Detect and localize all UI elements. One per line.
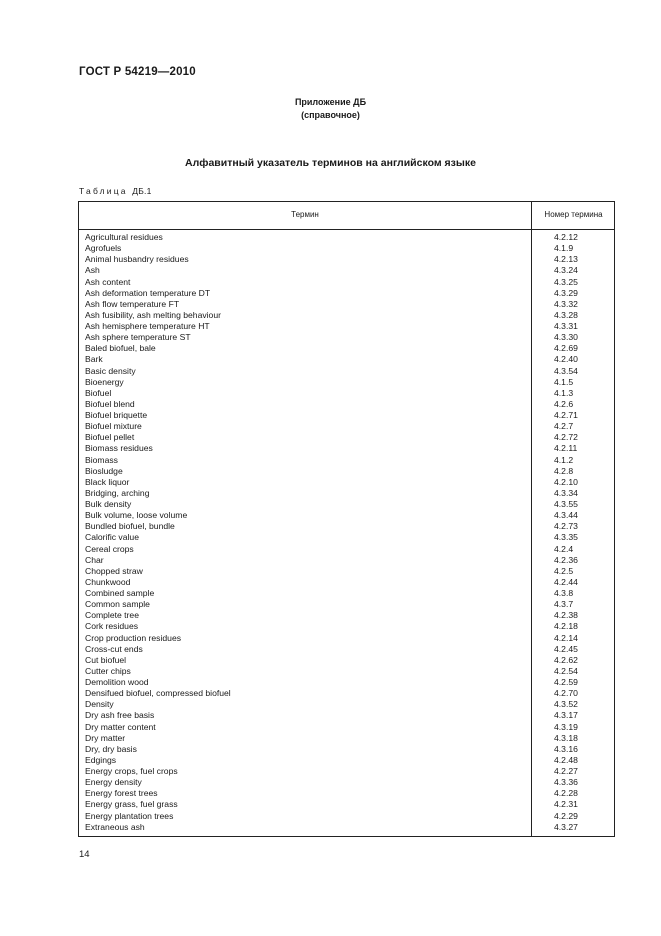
table-row: [79, 299, 614, 310]
term-cell: Ash hemisphere temperature HT: [85, 321, 210, 331]
term-cell: Demolition wood: [85, 677, 149, 687]
table-row: [79, 443, 614, 454]
table-row: [79, 666, 614, 677]
term-cell: Biofuel briquette: [85, 410, 148, 420]
term-number-cell: 4.3.27: [554, 821, 578, 832]
page-number: 14: [79, 849, 90, 860]
term-number-cell: 4.2.13: [554, 254, 578, 265]
table-row: [79, 710, 614, 721]
term-number-cell: 4.2.38: [554, 610, 578, 621]
table-row: [79, 655, 614, 666]
header-number: Номер термина: [544, 210, 603, 219]
term-number-cell: 4.3.17: [554, 710, 578, 721]
table-row: [79, 733, 614, 744]
term-cell: Dry matter: [85, 732, 126, 743]
term-number-cell: 4.2.14: [554, 632, 578, 643]
term-cell: Bridging, arching: [85, 487, 150, 498]
table-row: [79, 254, 614, 265]
term-cell: Crop production residues: [85, 632, 182, 643]
term-cell: Ash deformation temperature DT: [85, 287, 211, 298]
term-cell: Biofuel mixture: [85, 421, 142, 432]
table-row: [79, 421, 614, 432]
table-body: [79, 232, 614, 833]
term-number-cell: 4.2.29: [554, 810, 578, 821]
term-cell: Dry ash free basis: [85, 710, 155, 721]
term-number-cell: 4.2.7: [554, 421, 574, 432]
term-number-cell: 4.3.32: [554, 298, 578, 309]
term-cell: Energy crops, fuel crops: [85, 766, 178, 776]
table-row: [79, 544, 614, 555]
table-row: [79, 699, 614, 710]
term-number-cell: 4.3.28: [554, 309, 578, 320]
term-cell: Bioenergy: [85, 376, 124, 387]
term-cell: Common sample: [85, 599, 150, 610]
table-row: [79, 410, 614, 421]
term-number-cell: 4.3.34: [554, 487, 578, 498]
term-cell: Dry matter content: [85, 721, 156, 732]
table-row: [79, 633, 614, 644]
table-row: [79, 621, 614, 632]
term-cell: Basic density: [85, 365, 136, 376]
term-number-cell: 4.1.5: [554, 376, 574, 387]
term-number-cell: 4.3.31: [554, 321, 578, 331]
table-caption-number: ДБ.1: [132, 186, 152, 196]
term-number-cell: 4.2.72: [554, 432, 578, 443]
term-cell: Ash sphere temperature ST: [85, 332, 191, 343]
table-row: [79, 332, 614, 343]
term-number-cell: 4.2.11: [554, 443, 578, 454]
table-row: [79, 688, 614, 699]
table-row: [79, 466, 614, 477]
term-cell: Cut biofuel: [85, 654, 127, 665]
term-cell: Densifued biofuel, compressed biofuel: [85, 688, 231, 699]
term-number-cell: 4.2.40: [554, 354, 578, 365]
table-row: [79, 399, 614, 410]
term-cell: Energy plantation trees: [85, 810, 174, 821]
standard-code: ГОСТ Р 54219—2010: [79, 66, 196, 78]
term-cell: Biosludge: [85, 465, 123, 476]
table-row: [79, 499, 614, 510]
term-number-cell: 4.2.28: [554, 788, 578, 799]
term-number-cell: 4.3.35: [554, 532, 578, 543]
term-number-cell: 4.2.27: [554, 766, 578, 776]
table-row: [79, 766, 614, 777]
term-number-cell: 4.2.18: [554, 621, 578, 632]
table-row: [79, 354, 614, 365]
header-divider: [79, 229, 614, 230]
appendix-subtitle: (справочное): [301, 110, 360, 120]
table-row: [79, 477, 614, 488]
term-number-cell: 4.1.2: [554, 454, 574, 465]
table-row: [79, 366, 614, 377]
table-row: [79, 321, 614, 332]
term-number-cell: 4.2.62: [554, 654, 578, 665]
term-number-cell: 4.3.52: [554, 699, 578, 710]
table-row: [79, 577, 614, 588]
term-cell: Cereal crops: [85, 543, 134, 554]
term-number-cell: 4.3.30: [554, 332, 578, 343]
table-row: [79, 243, 614, 254]
term-number-cell: 4.2.71: [554, 410, 578, 420]
table-row: [79, 811, 614, 822]
term-number-cell: 4.2.10: [554, 476, 578, 487]
term-cell: Agricultural residues: [85, 232, 163, 242]
term-cell: Biofuel blend: [85, 398, 135, 409]
term-number-cell: 4.3.54: [554, 365, 578, 376]
term-number-cell: 4.2.12: [554, 232, 578, 242]
table-row: [79, 343, 614, 354]
table-caption: [79, 186, 152, 196]
term-cell: Bulk density: [85, 499, 132, 509]
term-number-cell: 4.2.36: [554, 554, 578, 565]
table-row: [79, 532, 614, 543]
term-cell: Bundled biofuel, bundle: [85, 521, 175, 532]
table-row: [79, 265, 614, 276]
term-number-cell: 4.2.54: [554, 665, 578, 676]
term-number-cell: 4.2.48: [554, 754, 578, 765]
term-cell: Energy grass, fuel grass: [85, 799, 178, 810]
term-cell: Ash content: [85, 276, 131, 287]
header-term: Термин: [291, 210, 319, 219]
table-row: [79, 388, 614, 399]
term-cell: Edgings: [85, 754, 117, 765]
index-title: Алфавитный указатель терминов на английском языке: [185, 157, 476, 169]
term-number-cell: 4.3.19: [554, 721, 578, 732]
term-number-cell: 4.3.29: [554, 287, 578, 298]
term-cell: Ash flow temperature FT: [85, 298, 180, 309]
term-cell: Animal husbandry residues: [85, 254, 189, 265]
table-row: [79, 432, 614, 443]
table-row: [79, 488, 614, 499]
term-number-cell: 4.2.8: [554, 465, 574, 476]
table-row: [79, 310, 614, 321]
term-cell: Ash fusibility, ash melting behaviour: [85, 309, 221, 320]
term-cell: Biomass: [85, 454, 118, 465]
table-row: [79, 377, 614, 388]
term-cell: Complete tree: [85, 610, 139, 621]
term-cell: Chopped straw: [85, 565, 143, 576]
term-cell: Biomass residues: [85, 443, 153, 454]
term-number-cell: 4.3.16: [554, 743, 578, 754]
term-cell: Baled biofuel, bale: [85, 343, 156, 354]
term-cell: Ash: [85, 265, 100, 276]
table-row: [79, 610, 614, 621]
term-number-cell: 4.2.70: [554, 688, 578, 699]
appendix-heading: [0, 96, 661, 122]
term-cell: Density: [85, 699, 114, 710]
term-cell: Energy forest trees: [85, 788, 158, 799]
term-cell: Energy density: [85, 777, 142, 788]
table-row: [79, 799, 614, 810]
term-number-cell: 4.2.5: [554, 565, 574, 576]
table-row: [79, 521, 614, 532]
term-number-cell: 4.2.69: [554, 343, 578, 354]
term-cell: Chunkwood: [85, 576, 131, 587]
term-cell: Dry, dry basis: [85, 743, 137, 754]
appendix-title: Приложение ДБ: [294, 97, 367, 107]
term-number-cell: 4.3.44: [554, 510, 578, 521]
term-number-cell: 4.2.4: [554, 543, 574, 554]
term-number-cell: 4.2.45: [554, 643, 578, 654]
table-row: [79, 588, 614, 599]
term-number-cell: 4.3.25: [554, 276, 578, 287]
table-caption-prefix: Таблица: [79, 186, 128, 196]
term-cell: Cork residues: [85, 621, 139, 632]
term-cell: Calorific value: [85, 532, 139, 543]
term-number-cell: 4.3.7: [554, 599, 574, 610]
table-row: [79, 566, 614, 577]
table-row: [79, 822, 614, 833]
term-number-cell: 4.1.3: [554, 387, 574, 398]
term-number-cell: 4.1.9: [554, 243, 574, 254]
term-number-cell: 4.3.24: [554, 265, 578, 276]
term-cell: Biofuel: [85, 387, 112, 398]
table-row: [79, 277, 614, 288]
table-row: [79, 777, 614, 788]
terms-table: [78, 201, 615, 837]
table-row: [79, 288, 614, 299]
term-cell: Agrofuels: [85, 243, 122, 254]
term-cell: Bulk volume, loose volume: [85, 510, 188, 521]
term-cell: Cross-cut ends: [85, 643, 143, 654]
term-number-cell: 4.3.55: [554, 499, 578, 509]
term-number-cell: 4.3.8: [554, 588, 574, 598]
term-number-cell: 4.3.36: [554, 777, 578, 788]
term-cell: Extraneous ash: [85, 821, 145, 832]
table-row: [79, 644, 614, 655]
table-row: [79, 755, 614, 766]
term-number-cell: 4.3.18: [554, 732, 578, 743]
table-row: [79, 788, 614, 799]
table-row: [79, 510, 614, 521]
table-row: [79, 555, 614, 566]
table-row: [79, 599, 614, 610]
term-cell: Bark: [85, 354, 103, 365]
term-cell: Char: [85, 554, 104, 565]
term-number-cell: 4.2.31: [554, 799, 578, 810]
table-row: [79, 744, 614, 755]
term-number-cell: 4.2.6: [554, 398, 574, 409]
term-cell: Cutter chips: [85, 665, 131, 676]
term-cell: Biofuel pellet: [85, 432, 135, 443]
table-row: [79, 677, 614, 688]
term-cell: Black liquor: [85, 476, 130, 487]
table-row: [79, 232, 614, 243]
term-number-cell: 4.2.44: [554, 576, 578, 587]
term-cell: Combined sample: [85, 588, 155, 598]
table-row: [79, 722, 614, 733]
table-row: [79, 455, 614, 466]
term-number-cell: 4.2.59: [554, 677, 578, 687]
term-number-cell: 4.2.73: [554, 521, 578, 532]
